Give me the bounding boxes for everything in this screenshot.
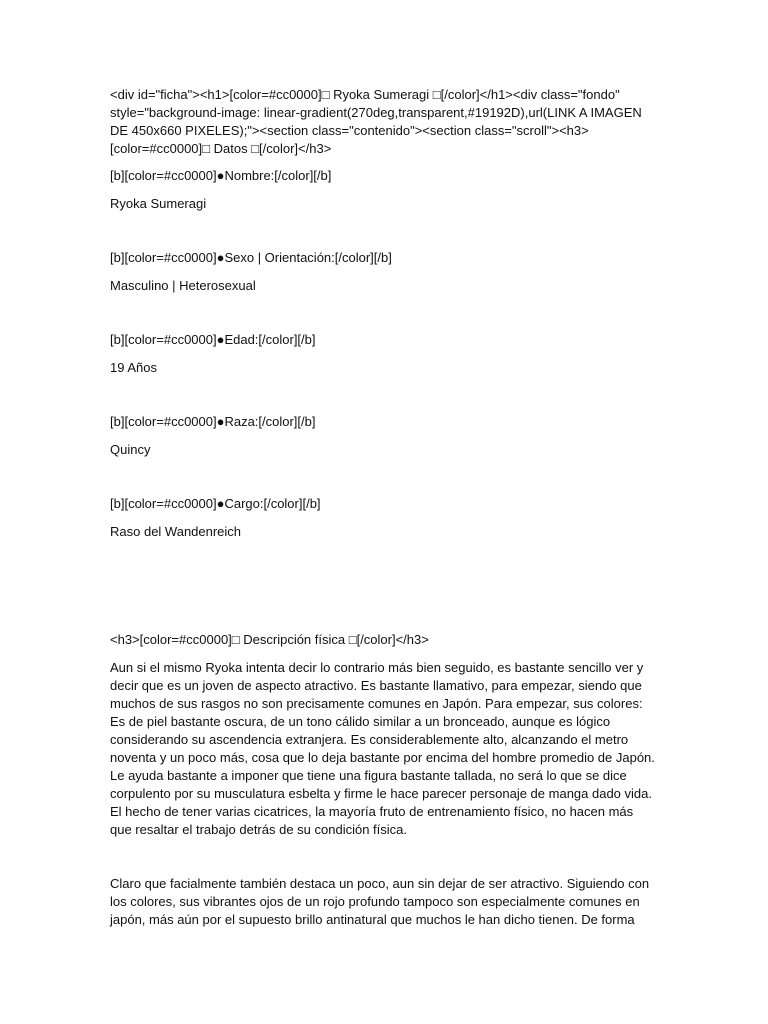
field-label: [b][color=#cc0000]●Edad:[/color][/b] (110, 332, 316, 347)
field-raza (110, 413, 658, 459)
document-page (110, 86, 658, 965)
field-label: [b][color=#cc0000]●Nombre:[/color][/b] (110, 168, 332, 183)
description-paragraph: Claro que facialmente también destaca un poco, aun sin dejar de ser atractivo. Siguiendo con los colores, sus vibrantes ojos de un rojo profundo tampoco son especialmente comunes en japón, más aún por el supuesto brillo antinatural que muchos le han dicho tienen. De forma (110, 876, 650, 927)
field-value: Masculino | Heterosexual (110, 278, 256, 293)
intro-code-text: <div id="ficha"><h1>[color=#cc0000]□ Ryoka Sumeragi □[/color]</h1><div class="fondo" style="background-image: linear-gradient(270deg,transparent,#19192D),url(LINK A IMAGEN DE 450x660 PIXELES);"><section class="contenido"><section class="scroll"><h3>[color=#cc0000]□ Datos □[/color]</h3> (110, 87, 642, 156)
field-nombre (110, 167, 658, 213)
spacer (110, 541, 658, 631)
field-value: Ryoka Sumeragi (110, 196, 207, 211)
description-paragraph: Aun si el mismo Ryoka intenta decir lo contrario más bien seguido, es bastante sencillo ver y decir que es un joven de aspecto atractivo. Es bastante llamativo, para empezar, siendo que muchos de sus rasgos no son precisamente comunes en Japón. Para empezar, sus colores: Es de piel bastante oscura, de un tono cálido similar a un bronceado, aunque es lógico considerando su ascendencia extranjera. Es considerablemente alto, alcanzando el metro noventa y un poco más, cosa que lo deja bastante por encima del hombre promedio de Japón. Le ayuda bastante a imponer que tiene una figura bastante tallada, no será lo que se dice corpulento por su musculatura esbelta y firme le hace parecer personaje de manga dado vida. El hecho de tener varias cicatrices, la mayoría fruto de entrenamiento físico, no hacen más que resaltar el trabajo detrás de su condición física. (110, 660, 655, 837)
field-cargo (110, 495, 658, 541)
field-edad (110, 331, 658, 377)
field-label: [b][color=#cc0000]●Cargo:[/color][/b] (110, 496, 321, 511)
field-value: Quincy (110, 442, 151, 457)
section-heading-code: <h3>[color=#cc0000]□ Descripción física □[/color]</h3> (110, 632, 429, 647)
field-label: [b][color=#cc0000]●Sexo | Orientación:[/color][/b] (110, 250, 392, 265)
field-sexo (110, 249, 658, 295)
field-value: Raso del Wandenreich (110, 524, 242, 539)
field-value: 19 Años (110, 360, 157, 375)
field-label: [b][color=#cc0000]●Raza:[/color][/b] (110, 414, 316, 429)
